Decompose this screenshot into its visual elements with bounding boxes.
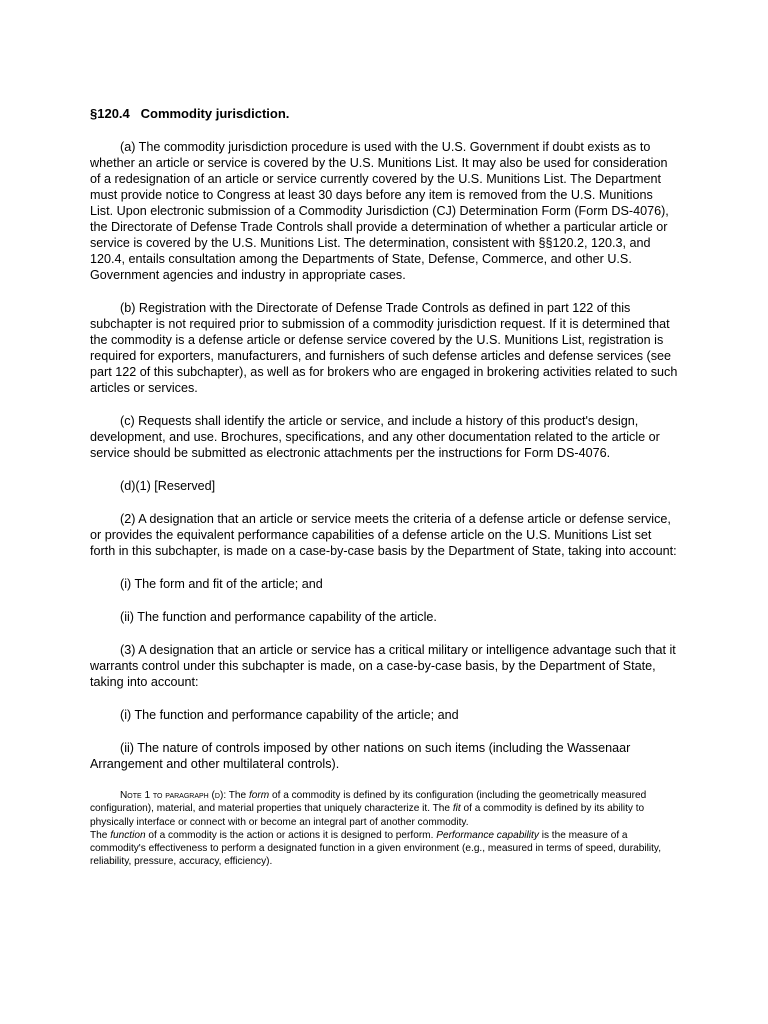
section-body [90,139,678,869]
note-text: of a commodity is defined by its configuration (including the geometrically measured configuration), material, and material properties that uniquely characterize it. The [90,790,647,815]
section-number: §120.4 [90,106,130,121]
paragraph-d1: (d)(1) [Reserved] [120,479,216,493]
term-function: function [110,829,146,841]
paragraph-a: (a) The commodity jurisdiction procedure is used with the U.S. Government if doubt exists as to whether an article or service is covered by the U.S. Munitions List. It may also be used for consideration of a redesignation of an article or service currently covered by the U.S. Munitions List. The Department must provide notice to Congress at least 30 days before any item is removed from the U.S. Munitions List. Upon electronic submission of a Commodity Jurisdiction (CJ) Determination Form (Form DS-4076), the Directorate of Defense Trade Controls shall provide a determination of whether a particular article or service is covered by the U.S. Munitions List. The determination, consistent with §§120.2, 120.3, and 120.4, entails consultation among the Departments of State, Defense, Commerce, and other U.S. Government agencies and industry in appropriate cases. [90,140,669,282]
note-text: of a commodity is defined by its ability to physically interface or connect with or become an integral part of another commodity. [90,803,645,828]
term-form: form [248,790,270,801]
paragraph-d3-i: (i) The function and performance capability of the article; and [120,708,459,722]
section-heading [90,106,289,122]
paragraph-d2-i: (i) The form and fit of the article; and [120,577,323,591]
term-fit: fit [452,803,461,815]
paragraph-d3-ii: (ii) The nature of controls imposed by other nations on such items (including the Wassenaar Arrangement and other multilateral controls). [90,741,631,771]
note-text: is the measure of a commodity's effectiveness to perform a designated function in a given environment (e.g., measured in terms of speed, durability, reliability, pressure, accuracy, efficiency). [90,829,662,868]
note-definitions-form-fit [90,789,678,829]
term-performance-capability: Performance capability [436,829,539,841]
note-text: The [90,829,108,841]
note-definitions-function [90,829,678,869]
paragraph-c: (c) Requests shall identify the article or service, and include a history of this product's design, development, and use. Brochures, specifications, and any other documentation related to the article or service should be submitted as electronic attachments per the instructions for Form DS-4076. [90,414,660,460]
paragraph-d2-ii: (ii) The function and performance capability of the article. [120,610,437,624]
section-title: Commodity jurisdiction. [140,106,290,121]
note-text: of a commodity is the action or actions it is designed to perform. [148,829,434,841]
paragraph-d3: (3) A designation that an article or service has a critical military or intelligence advantage such that it warrants control under this subchapter is made, on a case-by-case basis, by the Department of State, taking into account: [90,643,676,689]
note-text: The [228,790,247,801]
paragraph-b: (b) Registration with the Directorate of Defense Trade Controls as defined in part 122 of this subchapter is not required prior to submission of a commodity jurisdiction request. If it is determined that the commodity is a defense article or defense service covered by the U.S. Munitions List, registration is required for exporters, manufacturers, and furnishers of such defense articles and defense services (see part 122 of this subchapter), as well as for brokers who are engaged in brokering activities related to such articles or services. [90,301,678,395]
paragraph-d2: (2) A designation that an article or service meets the criteria of a defense article or defense service, or provides the equivalent performance capabilities of a defense article on the U.S. Munitions List set forth in this subchapter, is made on a case-by-case basis by the Department of State, taking into account: [90,512,677,558]
note-label: Note 1 to paragraph (d): [120,790,227,801]
